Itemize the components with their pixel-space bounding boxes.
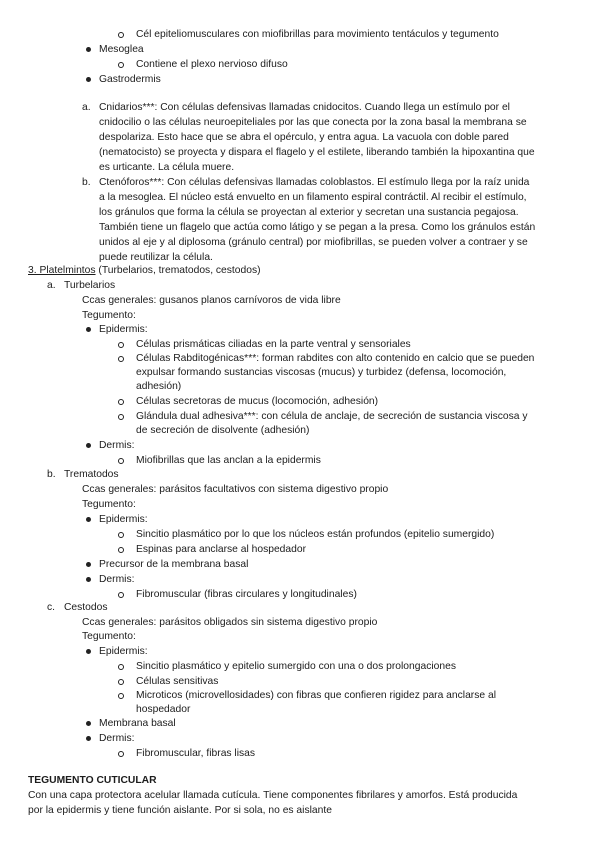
circle-bullet-icon — [118, 62, 124, 68]
paragraph-line: a la mesoglea. El núcleo está envuelto en un filamento espiral contráctil. Al recibir el estímulo, — [99, 192, 527, 203]
paragraph-line: Con una capa protectora acelular llamada cutícula. Tiene componentes fibrilares y amorfos. Está producida — [28, 790, 518, 801]
disc-bullet-icon — [86, 47, 91, 52]
disc-bullet-icon — [86, 649, 91, 654]
circle-bullet-icon — [118, 414, 124, 420]
list-item: Glándula dual adhesiva***: con célula de anclaje, de secreción de sustancia viscosa y — [136, 411, 528, 422]
tegumento-label: Tegumento: — [82, 310, 136, 321]
list-item: Fibromuscular (fibras circulares y longitudinales) — [136, 589, 357, 600]
circle-bullet-icon — [118, 547, 124, 553]
circle-bullet-icon — [118, 356, 124, 362]
list-item-continuation: expulsar formando sustancias viscosas (mucus) y turbidez (defensa, locomoción, — [136, 367, 507, 378]
list-item: Cél epiteliomusculares con miofibrillas para movimiento tentáculos y tegumento — [136, 29, 499, 40]
list-item: Membrana basal — [99, 718, 176, 729]
paragraph-line: cnidocilio o las células neuroepiteliales por las que conecta por la zona basal la membrana se — [99, 117, 527, 128]
circle-bullet-icon — [118, 32, 124, 38]
list-item: Dermis: — [99, 440, 135, 451]
disc-bullet-icon — [86, 736, 91, 741]
list-item: Epidermis: — [99, 514, 148, 525]
disc-bullet-icon — [86, 443, 91, 448]
list-item-continuation: hospedador — [136, 704, 191, 715]
circle-bullet-icon — [118, 751, 124, 757]
section-heading: TEGUMENTO CUTICULAR — [28, 775, 157, 786]
disc-bullet-icon — [86, 562, 91, 567]
list-item: Epidermis: — [99, 324, 148, 335]
circle-bullet-icon — [118, 679, 124, 685]
list-marker: a. — [82, 102, 91, 113]
circle-bullet-icon — [118, 399, 124, 405]
list-item: Dermis: — [99, 733, 135, 744]
paragraph-line: puede reutilizar la célula. — [99, 252, 213, 263]
list-item: Células secretoras de mucus (locomoción, adhesión) — [136, 396, 379, 407]
circle-bullet-icon — [118, 664, 124, 670]
circle-bullet-icon — [118, 592, 124, 598]
list-item: Células prismáticas ciliadas en la parte ventral y sensoriales — [136, 339, 411, 350]
subsection-title: Trematodos — [64, 469, 119, 480]
list-item: Dermis: — [99, 574, 135, 585]
paragraph-line: despolariza. Esto hace que se abra el opérculo, y entra agua. La vacuola con doble pared — [99, 132, 509, 143]
list-item: Espinas para anclarse al hospedador — [136, 544, 307, 555]
list-item: Sincitio plasmático por lo que los núcleos están profundos (epitelio sumergido) — [136, 529, 495, 540]
paragraph-line: Ctenóforos***: Con células defensivas llamadas coloblastos. El estímulo llega por la raíz unida — [99, 177, 530, 188]
list-item: Sincitio plasmático y epitelio sumergido con una o dos prolongaciones — [136, 661, 456, 672]
list-item: Contiene el plexo nervioso difuso — [136, 59, 288, 70]
section-subtitle: (Turbelarios, trematodos, cestodos) — [95, 265, 261, 276]
paragraph-line: los gránulos que forma la célula se proyectan al exterior y secretan una sustancia pegajosa. — [99, 207, 519, 218]
paragraph-line: unidos al eje y al diplosoma (gránulo central) por miofibrillas, se pueden volver a contraer y se — [99, 237, 528, 248]
general-traits: Ccas generales: parásitos obligados sin sistema digestivo propio — [82, 617, 378, 628]
tegumento-label: Tegumento: — [82, 631, 136, 642]
circle-bullet-icon — [118, 342, 124, 348]
circle-bullet-icon — [118, 532, 124, 538]
general-traits: Ccas generales: parásitos facultativos con sistema digestivo propio — [82, 484, 389, 495]
list-marker: b. — [82, 177, 91, 188]
circle-bullet-icon — [118, 458, 124, 464]
general-traits: Ccas generales: gusanos planos carnívoros de vida libre — [82, 295, 341, 306]
list-item: Epidermis: — [99, 646, 148, 657]
list-item: Células sensitivas — [136, 676, 219, 687]
subsection-title: Turbelarios — [64, 280, 116, 291]
disc-bullet-icon — [86, 577, 91, 582]
subsection-title: Cestodos — [64, 602, 108, 613]
list-item: Miofibrillas que las anclan a la epidermis — [136, 455, 321, 466]
paragraph-line: También tiene un flagelo que actúa como látigo y se pegan a la presa. Como los gránulos están — [99, 222, 536, 233]
disc-bullet-icon — [86, 327, 91, 332]
list-item: Precursor de la membrana basal — [99, 559, 249, 570]
list-item: Gastrodermis — [99, 74, 161, 85]
paragraph-line: Cnidarios***: Con células defensivas llamadas cnidocitos. Cuando llega un estímulo por el — [99, 102, 510, 113]
list-marker: c. — [47, 602, 56, 613]
list-marker: b. — [47, 469, 56, 480]
circle-bullet-icon — [118, 693, 124, 699]
disc-bullet-icon — [86, 517, 91, 522]
section-title: 3. Platelmintos — [28, 265, 96, 276]
list-item-continuation: de secreción de disolvente (adhesión) — [136, 425, 310, 436]
tegumento-label: Tegumento: — [82, 499, 136, 510]
list-item: Células Rabditogénicas***: forman rabdites con alto contenido en calcio que se pueden — [136, 353, 535, 364]
section-heading — [28, 264, 261, 278]
disc-bullet-icon — [86, 77, 91, 82]
paragraph-line: (nematocisto) se proyecta y dispara el flagelo y el estilete, liberando también la hipoxantina que — [99, 147, 535, 158]
list-item: Microticos (microvellosidades) con fibras que confieren rigidez para anclarse al — [136, 690, 496, 701]
paragraph-line: es urticante. La célula muere. — [99, 162, 235, 173]
list-item: Fibromuscular, fibras lisas — [136, 748, 256, 759]
list-marker: a. — [47, 280, 56, 291]
list-item: Mesoglea — [99, 44, 144, 55]
paragraph-line: por la epidermis y tiene función aislante. Por si sola, no es aislante — [28, 805, 332, 816]
disc-bullet-icon — [86, 721, 91, 726]
list-item-continuation: adhesión) — [136, 381, 182, 392]
